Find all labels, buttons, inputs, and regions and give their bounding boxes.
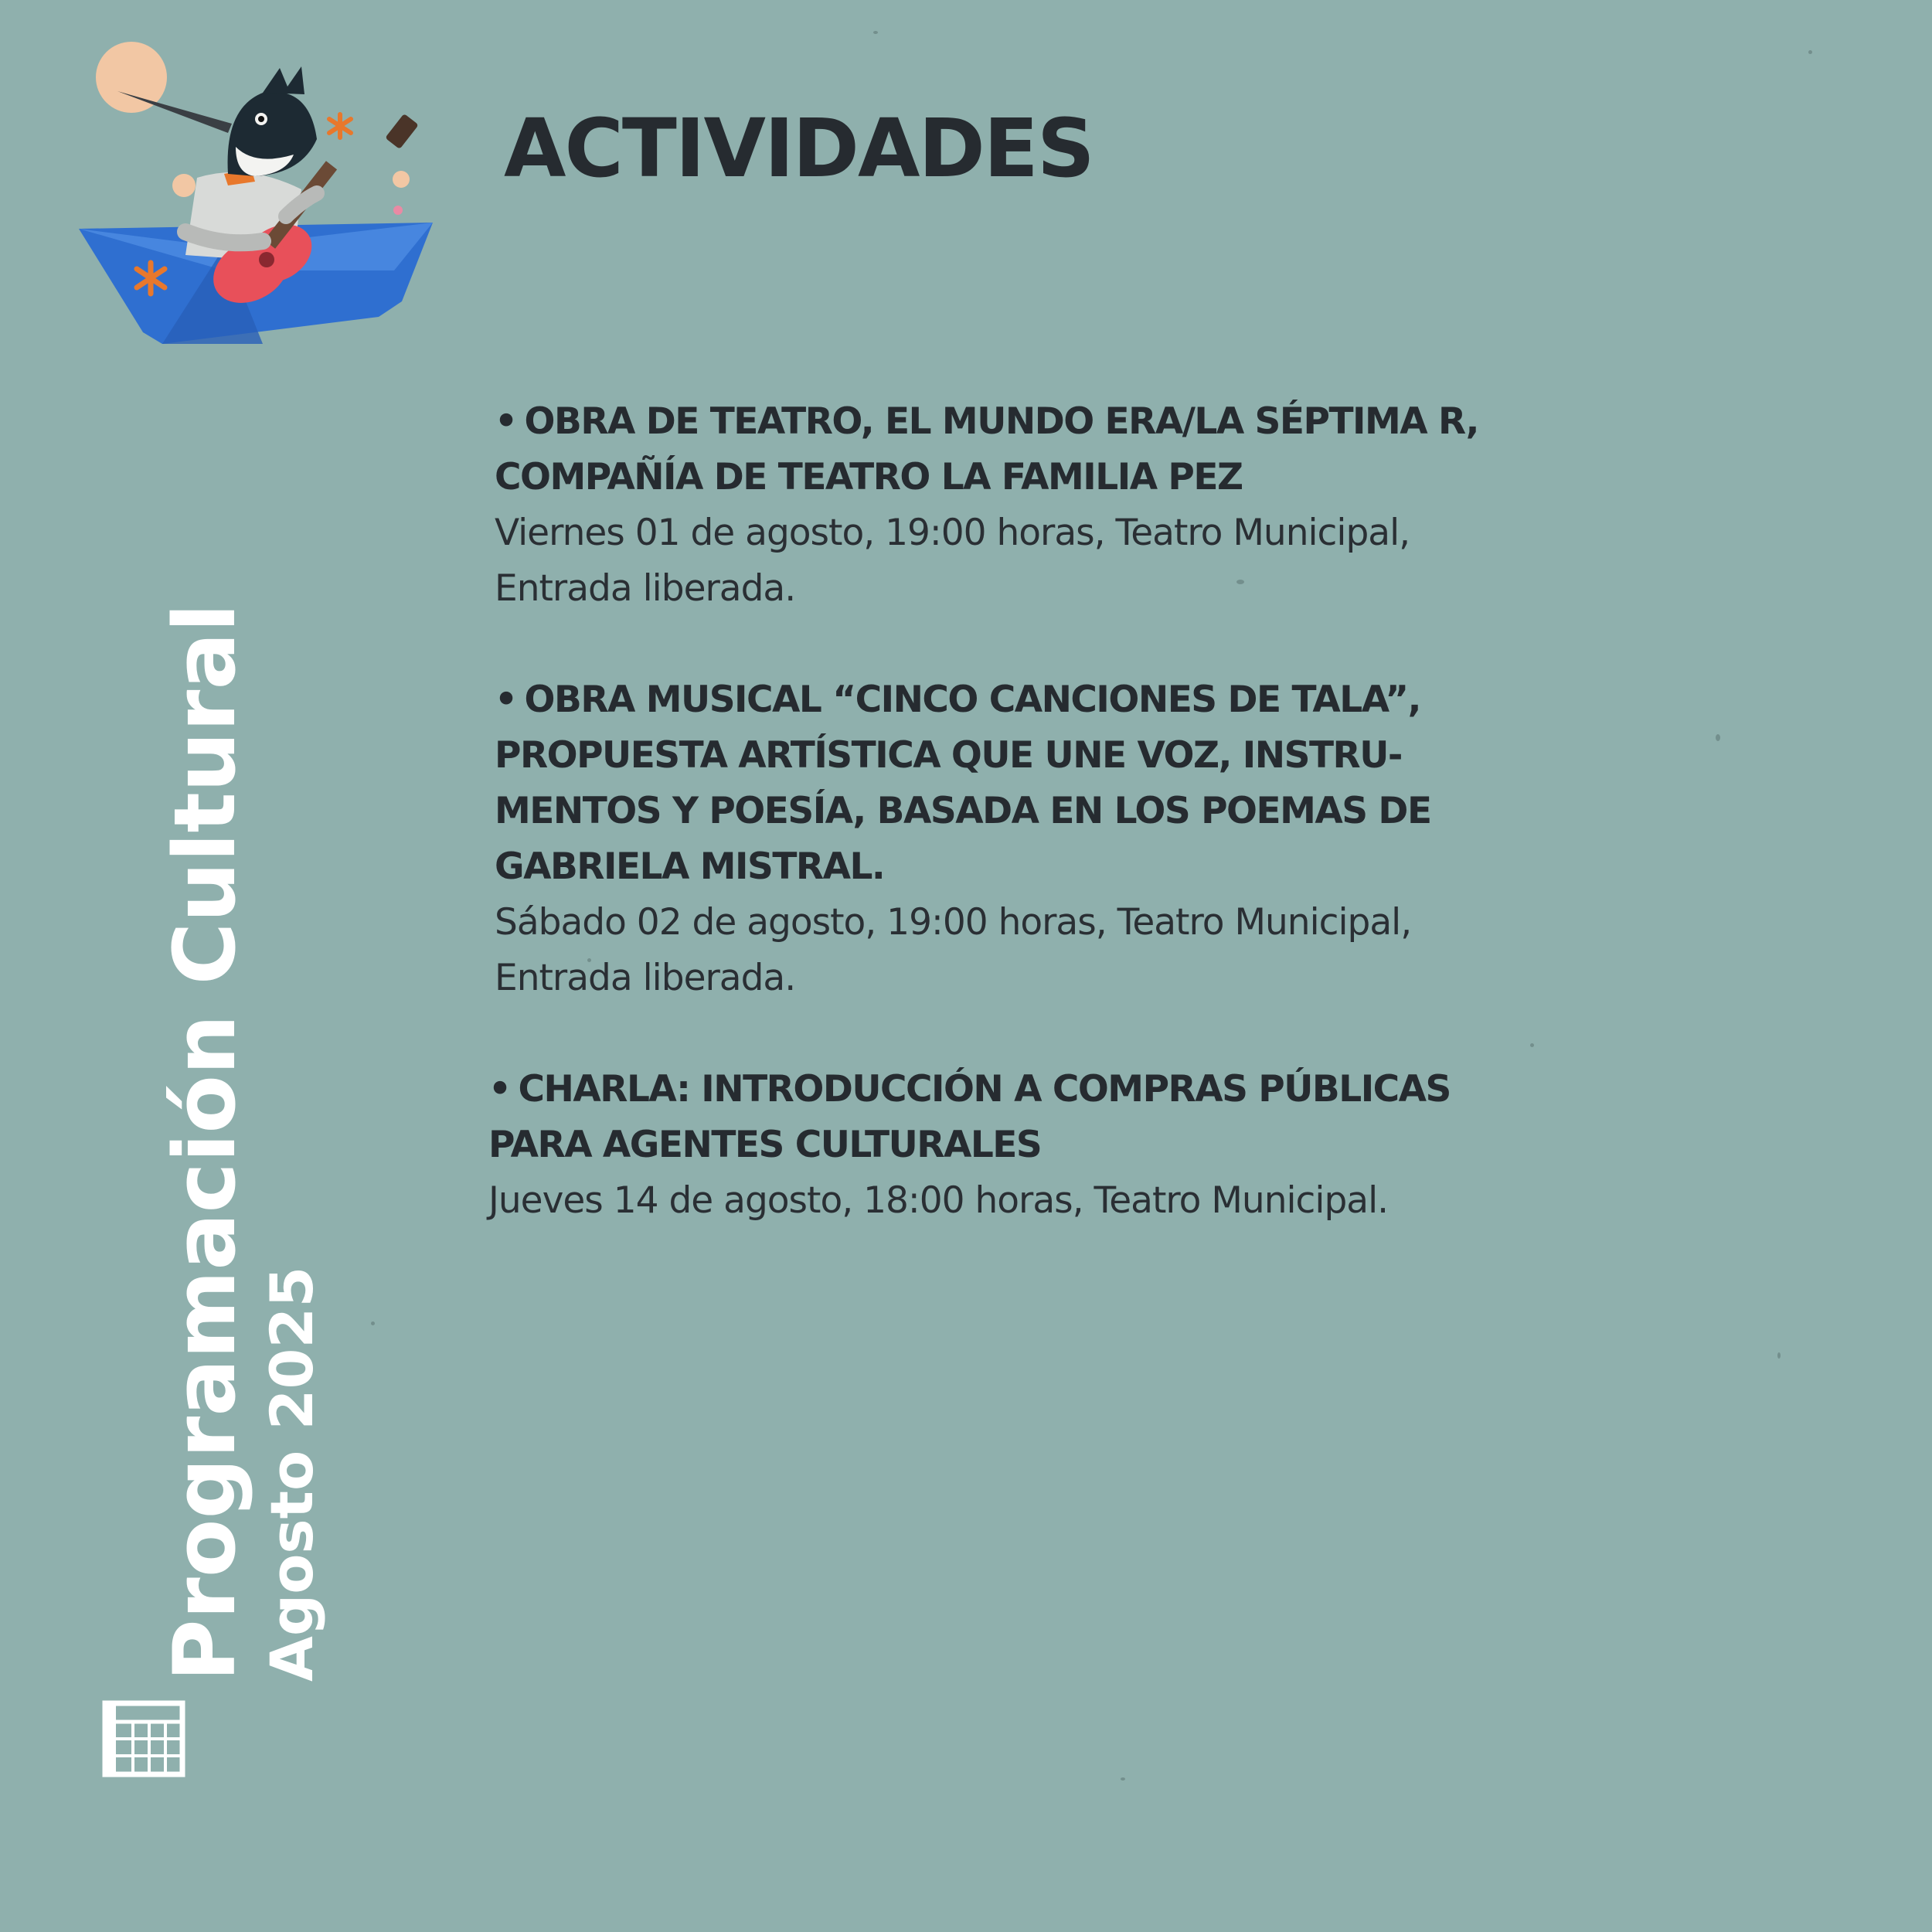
activity-detail-line: Sábado 02 de agosto, 19:00 horas, Teatro Municipal, (495, 901, 1412, 944)
activities-list (488, 394, 1700, 1284)
activity-title (495, 394, 1700, 505)
sun-circle (96, 42, 167, 113)
paper-speck (371, 1321, 375, 1325)
activity-title-line: COMPAÑÍA DE TEATRO LA FAMILIA PEZ (495, 456, 1243, 498)
activity-title-line: GABRIELA MISTRAL. (495, 845, 885, 888)
activity-detail-line: Entrada liberada. (495, 957, 796, 999)
sidebar-title: Programación Cultural (155, 603, 254, 1682)
activity-detail (488, 1173, 1700, 1229)
small-peach-dot (172, 174, 196, 197)
activity-detail-line: Entrada liberada. (495, 567, 796, 610)
small-peach-dot (393, 171, 410, 188)
bullet: • (495, 679, 517, 721)
sidebar-subtitle: Agosto 2025 (257, 1266, 326, 1682)
calendar-icon (100, 1699, 187, 1779)
paper-speck (873, 31, 878, 34)
bullet: • (495, 400, 517, 443)
activity-title-line: PROPUESTA ARTÍSTICA QUE UNE VOZ, INSTRU- (495, 734, 1402, 777)
paper-speck (1121, 1777, 1125, 1781)
kingfisher-guitar-boat-illustration (70, 39, 456, 379)
activity-title-line: • OBRA DE TEATRO, EL MUNDO ERA/LA SÉPTIMA R, (495, 400, 1478, 443)
activity-detail-line: Viernes 01 de agosto, 19:00 horas, Teatro Municipal, (495, 512, 1410, 554)
activity-detail (495, 895, 1700, 1006)
activity-title-line: • CHARLA: INTRODUCCIÓN A COMPRAS PÚBLICAS (488, 1068, 1451, 1111)
activity-title-line: MENTOS Y POESÍA, BASADA EN LOS POEMAS DE (495, 790, 1431, 832)
activity-title-line: PARA AGENTES CULTURALES (488, 1124, 1042, 1166)
paper-speck (1716, 734, 1720, 741)
bullet: • (488, 1068, 511, 1111)
orange-star-icon (329, 114, 351, 138)
activity-item (495, 672, 1700, 1006)
small-pink-dot (393, 206, 403, 215)
activity-item (488, 1062, 1700, 1229)
activity-title (495, 672, 1700, 895)
activity-item (495, 394, 1700, 617)
paper-speck (1777, 1352, 1781, 1359)
paper-speck (1808, 50, 1812, 54)
sidebar-branding (85, 603, 326, 1777)
activity-title (488, 1062, 1700, 1173)
activity-detail-line: Jueves 14 de agosto, 18:00 horas, Teatro Municipal. (488, 1179, 1389, 1222)
activity-title-line: • OBRA MUSICAL “CINCO CANCIONES DE TALA”, (495, 679, 1421, 721)
page-title: ACTIVIDADES (504, 101, 1094, 196)
activity-detail (495, 505, 1700, 617)
